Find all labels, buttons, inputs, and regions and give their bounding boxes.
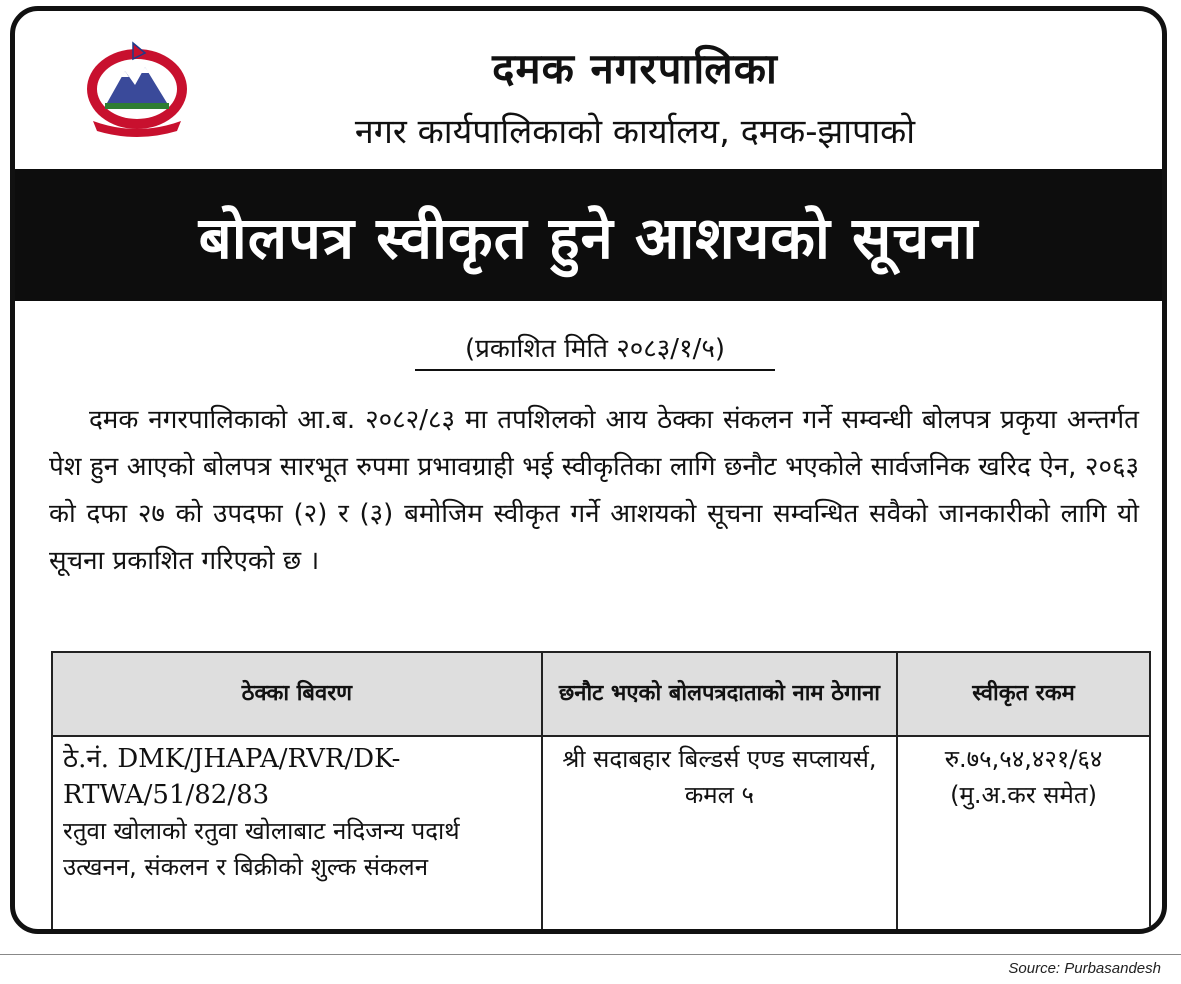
amount-note: (मु.अ.कर समेत) bbox=[950, 781, 1097, 809]
contract-table bbox=[51, 651, 1151, 931]
table-row bbox=[52, 736, 1150, 930]
table-header-row bbox=[52, 652, 1150, 736]
header-bidder-name: छनौट भएको बोलपत्रदाताको नाम ठेगाना bbox=[542, 652, 897, 736]
amount-cell bbox=[897, 736, 1150, 930]
bidder-cell bbox=[542, 736, 897, 930]
contract-ref: ठे.नं. DMK/JHAPA/RVR/DK-RTWA/51/82/83 bbox=[63, 744, 401, 810]
notice-body: दमक नगरपालिकाको आ.ब. २०८२/८३ मा तपशिलको आय ठेक्का संकलन गर्ने सम्वन्धी बोलपत्र प्रकृया अन्तर्गत पेश हुन आएको बोलपत्र सारभूत रुपमा प्रभावग्राही भई स्वीकृतिका लागि छनौट भएकोले सार्वजनिक खरिद ऐन, २०६३ को दफा २७ को उपदफा (२) र (३) बमोजिम स्वीकृत गर्ने आशयको सूचना सम्वन्धित सवैको जानकारीको लागि यो सूचना प्रकाशित गरिएको छ । bbox=[49, 405, 1139, 576]
footer-divider bbox=[0, 954, 1181, 955]
org-name: दमक नगरपालिका bbox=[492, 44, 778, 93]
approved-amount: रु.७५,५४,४२१/६४ bbox=[944, 745, 1103, 773]
contract-description: रतुवा खोलाको रतुवा खोलाबाट नदिजन्य पदार्थ उत्खनन, संकलन र बिक्रीको शुल्क संकलन bbox=[63, 817, 460, 881]
header-contract-details: ठेक्का बिवरण bbox=[52, 652, 542, 736]
published-date: (प्रकाशित मिति २०८३/१/५) bbox=[415, 329, 775, 371]
header-approved-amount: स्वीकृत रकम bbox=[897, 652, 1150, 736]
office-name: नगर कार्यपालिकाको कार्यालय, दमक-झापाको bbox=[354, 112, 916, 152]
bidder-name: श्री सदाबहार बिल्डर्स एण्ड सप्लायर्स, कमल ५ bbox=[562, 745, 877, 809]
notice-title: बोलपत्र स्वीकृत हुने आशयको सूचना bbox=[15, 169, 1162, 301]
contract-cell bbox=[52, 736, 542, 930]
source-credit: Source: Purbasandesh bbox=[1008, 960, 1161, 977]
notice-frame bbox=[10, 6, 1167, 934]
nepal-emblem-logo-icon bbox=[77, 37, 197, 137]
